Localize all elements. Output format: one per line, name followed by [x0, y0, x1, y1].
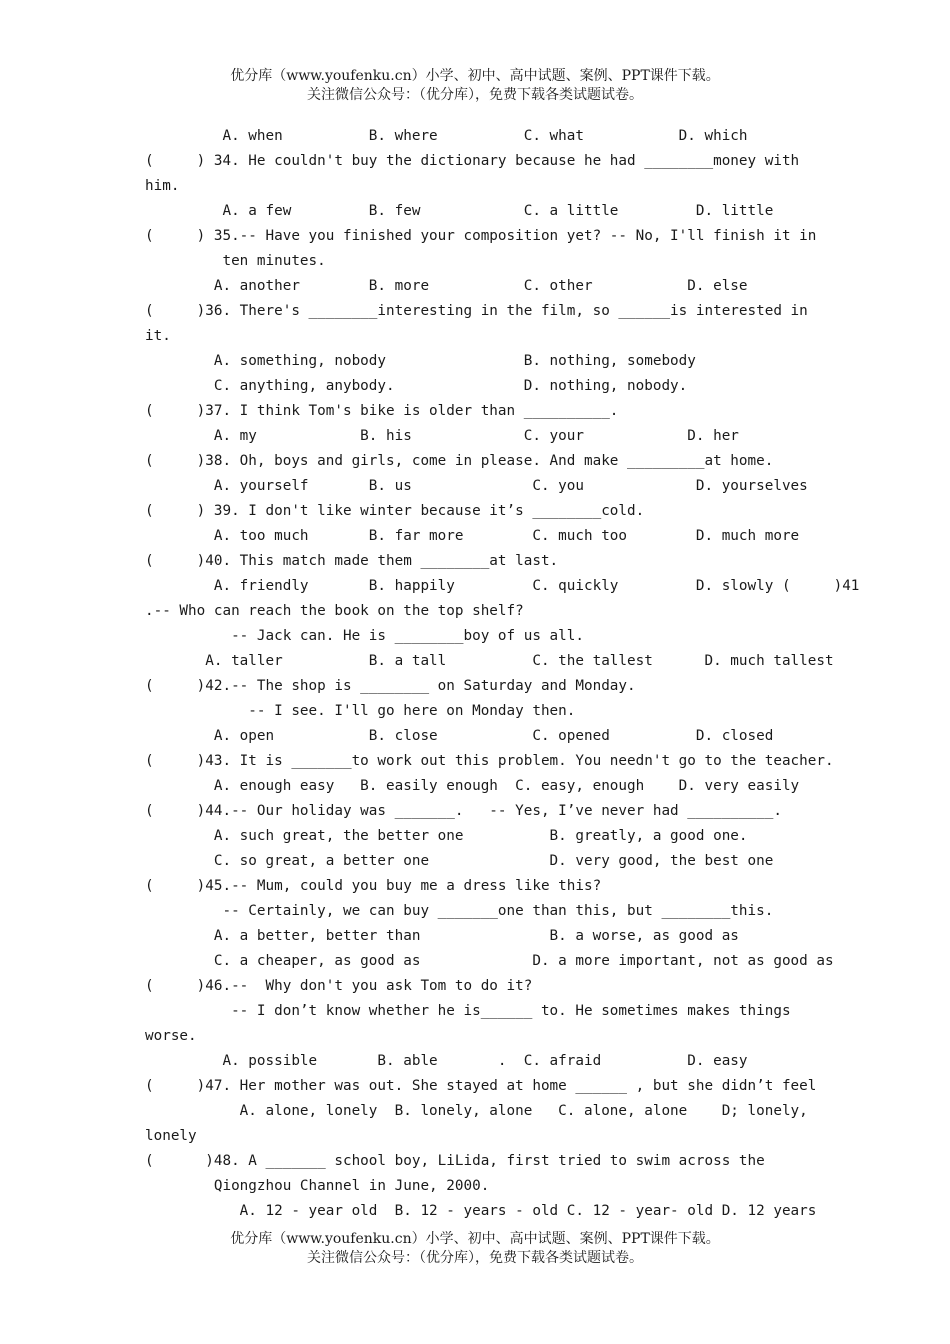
- text-line: ( )46.-- Why don't you ask Tom to do it?: [145, 978, 533, 994]
- text-line: A. enough easy B. easily enough C. easy, enough D. very easily: [145, 778, 800, 794]
- text-line: worse.: [145, 1028, 197, 1044]
- footer-line-2: 关注微信公众号：（优分库），免费下载各类试题试卷。: [307, 1250, 643, 1266]
- text-line: .-- Who can reach the book on the top shelf?: [145, 603, 524, 619]
- text-line: A. a better, better than B. a worse, as good as: [145, 928, 739, 944]
- text-line: C. a cheaper, as good as D. a more important, not as good as: [145, 953, 834, 969]
- text-line: -- Jack can. He is ________boy of us all.: [145, 628, 584, 644]
- text-line: A. my B. his C. your D. her: [145, 428, 739, 444]
- text-line: A. possible B. able . C. afraid D. easy: [145, 1053, 748, 1069]
- text-line: ( )43. It is _______to work out this problem. You needn't go to the teacher.: [145, 753, 834, 769]
- text-line: ( ) 35.-- Have you finished your composition yet? -- No, I'll finish it in: [145, 228, 817, 244]
- page-header: [0, 67, 950, 105]
- text-line: ( ) 39. I don't like winter because it’s ________cold.: [145, 503, 645, 519]
- text-line: C. so great, a better one D. very good, the best one: [145, 853, 774, 869]
- text-line: A. open B. close C. opened D. closed: [145, 728, 774, 744]
- text-line: lonely: [145, 1128, 197, 1144]
- text-line: ( )40. This match made them ________at last.: [145, 553, 559, 569]
- text-line: it.: [145, 328, 171, 344]
- text-line: ( )48. A _______ school boy, LiLida, first tried to swim across the: [145, 1153, 765, 1169]
- text-line: A. when B. where C. what D. which: [145, 128, 748, 144]
- text-line: ten minutes.: [145, 253, 326, 269]
- text-line: ( ) 34. He couldn't buy the dictionary because he had ________money with: [145, 153, 800, 169]
- question-content: [145, 124, 860, 1224]
- text-line: ( )42.-- The shop is ________ on Saturday and Monday.: [145, 678, 636, 694]
- text-line: C. anything, anybody. D. nothing, nobody.: [145, 378, 688, 394]
- text-line: A. 12 - year old B. 12 - years - old C. 12 - year- old D. 12 years: [145, 1203, 817, 1219]
- text-line: A. alone, lonely B. lonely, alone C. alone, alone D; lonely,: [145, 1103, 808, 1119]
- text-line: ( )36. There's ________interesting in the film, so ______is interested in: [145, 303, 808, 319]
- header-line-1: 优分库（www.youfenku.cn）小学、初中、高中试题、案例、PPT课件下载。: [230, 68, 720, 84]
- text-line: -- I don’t know whether he is______ to. He sometimes makes things: [145, 1003, 791, 1019]
- text-line: ( )44.-- Our holiday was _______. -- Yes, I’ve never had __________.: [145, 803, 782, 819]
- text-line: ( )38. Oh, boys and girls, come in please. And make _________at home.: [145, 453, 774, 469]
- text-line: A. something, nobody B. nothing, somebody: [145, 353, 696, 369]
- text-line: A. a few B. few C. a little D. little: [145, 203, 774, 219]
- text-line: -- Certainly, we can buy _______one than this, but ________this.: [145, 903, 774, 919]
- text-line: ( )45.-- Mum, could you buy me a dress like this?: [145, 878, 602, 894]
- text-line: him.: [145, 178, 180, 194]
- page-footer: [0, 1230, 950, 1268]
- text-line: ( )47. Her mother was out. She stayed at home ______ , but she didn’t feel: [145, 1078, 817, 1094]
- text-line: A. such great, the better one B. greatly, a good one.: [145, 828, 748, 844]
- text-line: A. too much B. far more C. much too D. much more: [145, 528, 800, 544]
- text-line: A. another B. more C. other D. else: [145, 278, 748, 294]
- text-line: -- I see. I'll go here on Monday then.: [145, 703, 576, 719]
- text-line: Qiongzhou Channel in June, 2000.: [145, 1178, 490, 1194]
- header-line-2: 关注微信公众号：（优分库），免费下载各类试题试卷。: [307, 87, 643, 103]
- text-line: ( )37. I think Tom's bike is older than __________.: [145, 403, 619, 419]
- text-line: A. taller B. a tall C. the tallest D. much tallest: [145, 653, 834, 669]
- text-line: A. friendly B. happily C. quickly D. slowly ( )41: [145, 578, 860, 594]
- footer-line-1: 优分库（www.youfenku.cn）小学、初中、高中试题、案例、PPT课件下载。: [230, 1231, 720, 1247]
- text-line: A. yourself B. us C. you D. yourselves: [145, 478, 808, 494]
